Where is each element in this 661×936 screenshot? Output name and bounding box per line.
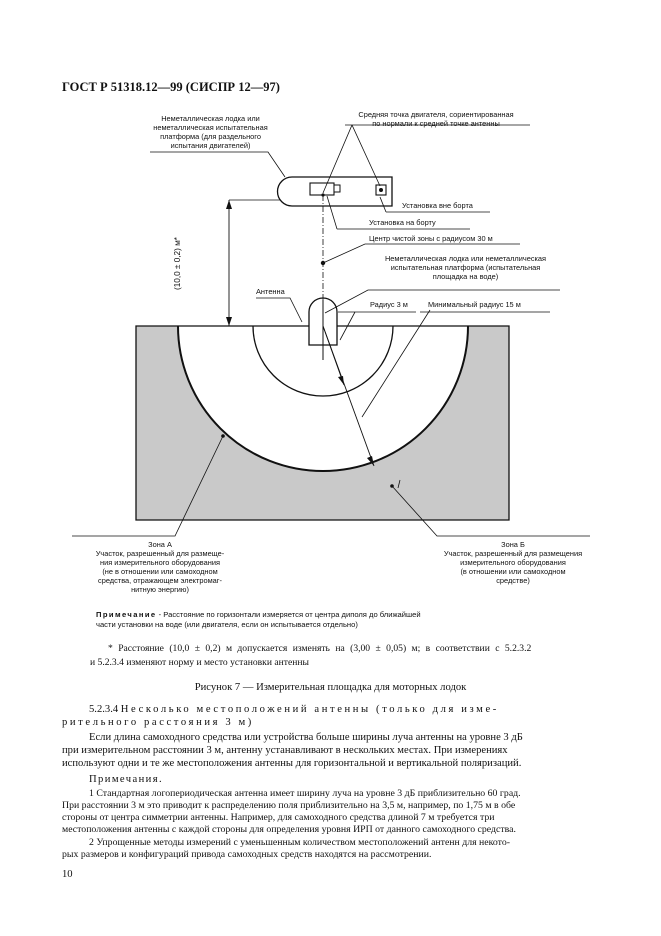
platform-label-2: испытательная платформа (испытательная (390, 263, 541, 272)
footnote-line-1: * Расстояние (10,0 ± 0,2) м допускается изменять на (3,00 ± 0,05) м; в соответствии с 5.2.3.2 (108, 643, 532, 654)
note1-line-1: 1 Стандартная логопериодическая антенна имеет ширину луча на уровне 3 дБ приблизительно 60 град. (89, 788, 521, 799)
inboard-label: Установка на борту (369, 218, 436, 227)
min-radius-label: Минимальный радиус 15 м (428, 300, 521, 309)
radius-3m-label: Радиус 3 м (370, 300, 408, 309)
zone-a-line-1: Участок, разрешенный для размеще- (95, 549, 225, 558)
outboard-label: Установка вне борта (402, 201, 473, 210)
notes-heading: Примечания. (89, 774, 164, 785)
figure-note-head: Примечание (96, 610, 157, 619)
note2-line-2: рых размеров и конфигураций привода самоходных средств находятся на рассмотрении. (62, 849, 432, 860)
zone-a-line-3: (не в отношении или самоходном (102, 567, 218, 576)
clear-zone-label: Центр чистой зоны с радиусом 30 м (369, 234, 493, 243)
note1-line-3: стороны от центра симметрии антенны. Например, для самоходного средства длиной 7 м требуется три (62, 812, 495, 823)
zone-b-line-4: средстве) (496, 576, 530, 585)
para1-line-2: при измерительном расстоянии 3 м, антенну устанавливают в нескольких местах. При измерениях (62, 745, 508, 756)
note1-line-2: При расстоянии 3 м это приводит к распределению поля приблизительно на 3,5 м, например, по 1,75 м в обе (62, 800, 516, 811)
boat-label-1: Неметаллическая лодка или (161, 114, 260, 123)
para1-line-1: Если длина самоходного средства или устройства больше ширины луча антенны на уровне 3 дБ (89, 732, 523, 743)
figure-note-line-2: части установки на воде (или двигателя, если он испытывается отдельно) (96, 620, 358, 629)
note1-line-4: местоположения антенны с каждой стороны для определения уровня ИРП от данного самоходного средства. (62, 824, 516, 835)
figure-caption: Рисунок 7 — Измерительная площадка для моторных лодок (194, 682, 467, 693)
antenna-label: Антенна (256, 287, 285, 296)
midpoint-label-2: по нормали к средней точке антенны (372, 119, 500, 128)
footnote-line-2: и 5.2.3.4 изменяют норму и место установки антенны (90, 657, 309, 668)
figure-note-line-1: - Расстояние по горизонтали измеряется от центра диполя до ближайшей (158, 610, 421, 619)
zone-a-line-4: средства, отражающем электромаг- (98, 576, 222, 585)
inboard-motor (310, 183, 334, 195)
midpoint-label-1: Средняя точка двигателя, сориентированная (358, 110, 514, 119)
zone-a-title: Зона А (148, 540, 172, 549)
note2-line-1: 2 Упрощенные методы измерений с уменьшенным количеством местоположений антенн для некото- (89, 837, 510, 848)
boat-label-2: неметаллическая испытательная (153, 123, 268, 132)
section-title-line-1: Несколько местоположений антенны (только для изме- (120, 704, 499, 715)
para1-line-3: используют одни и те же местоположения антенны для горизонтальной и вертикальной поляризаций. (62, 758, 522, 769)
platform-label-1: Неметаллическая лодка или неметаллическая (384, 254, 547, 263)
zone-a-line-5: нитную энергию) (131, 585, 189, 594)
zone-a-line-2: ния измерительного оборудования (100, 558, 220, 567)
zone-b-line-2: измерительного оборудования (460, 558, 566, 567)
zone-b-line-1: Участок, разрешенный для размещения (443, 549, 583, 558)
zone-b-title: Зона Б (501, 540, 525, 549)
document-header: ГОСТ Р 51318.12—99 (СИСПР 12—97) (62, 80, 280, 94)
section-title-line-2: рительного расстояния 3 м) (62, 717, 254, 728)
boat-label-3: платформа (для раздельного (160, 132, 261, 141)
boat-label-4: испытания двигателей) (170, 141, 251, 150)
section-number: 5.2.3.4 (89, 704, 119, 715)
page-number: 10 (62, 869, 73, 880)
zone-b-line-3: (в отношении или самоходном (460, 567, 566, 576)
distance-label: (10,0 ± 0,2) м* (173, 237, 182, 290)
platform-label-3: площадка на воде) (432, 272, 499, 281)
